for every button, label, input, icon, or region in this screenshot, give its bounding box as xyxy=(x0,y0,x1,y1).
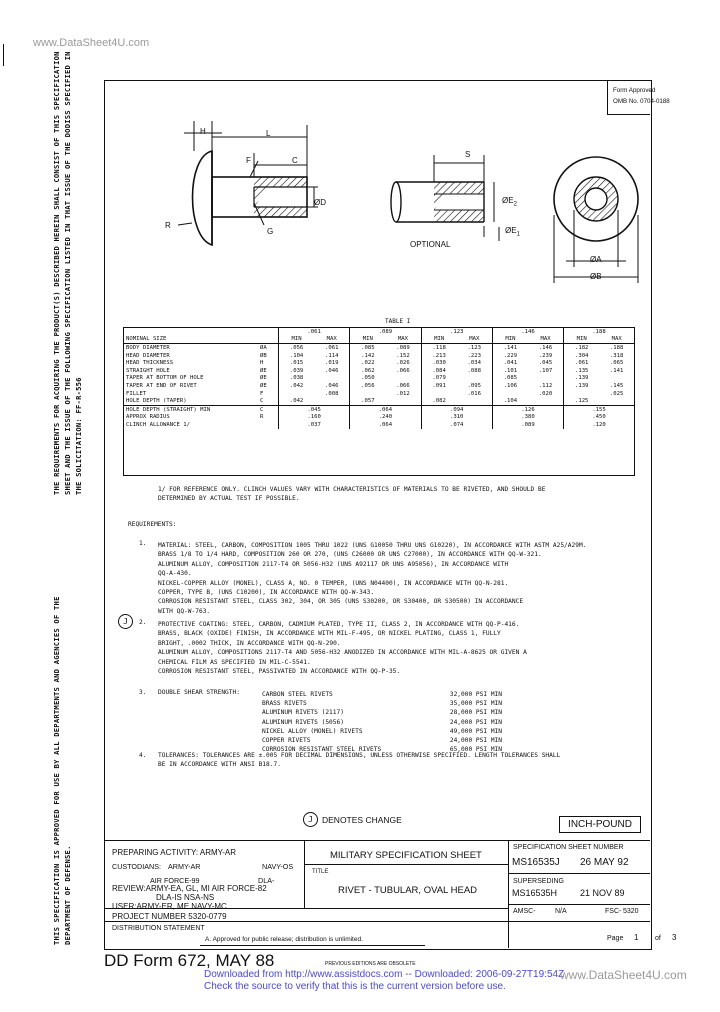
max-header: MAX xyxy=(540,336,551,343)
row-symbol: ØE xyxy=(260,382,267,389)
table-cell: .304 xyxy=(564,352,600,360)
table-cell: .123 xyxy=(467,344,482,351)
vertical-line-3: THE SOLICITATION: FF-R-556 xyxy=(74,377,83,495)
table-cell: .182 xyxy=(564,344,600,352)
table-cell xyxy=(314,375,350,383)
max-header: MAX xyxy=(611,336,622,343)
shear-item-value: 32,000 PSI MIN xyxy=(449,691,502,698)
size-col-2: .123 xyxy=(421,328,492,336)
table-row xyxy=(124,414,634,422)
table-cell: .089 xyxy=(396,344,410,351)
req3-list xyxy=(262,690,502,754)
table-cell: .085 xyxy=(492,375,528,383)
table-cell: .030 xyxy=(421,359,457,367)
table-title: TABLE I xyxy=(385,318,411,325)
row-symbol: ØE xyxy=(260,375,267,382)
req2-text xyxy=(158,620,527,676)
max-header: MAX xyxy=(469,336,480,343)
table-cell xyxy=(385,375,421,383)
row-name: HOLE DEPTH (STRAIGHT) MIN xyxy=(126,406,211,413)
table-cell: .450 xyxy=(564,414,634,422)
page-total: 3 xyxy=(672,933,677,942)
footer-download-line[interactable]: Downloaded from http://www.assistdocs.com -- Downloaded: 2006-09-27T19:54Z xyxy=(204,969,565,980)
shear-item-name: ALUMINUM RIVETS (2117) xyxy=(262,709,344,717)
row-symbol: R xyxy=(260,414,264,421)
req3-label: DOUBLE SHEAR STRENGTH: xyxy=(158,689,240,696)
table-cell: .065 xyxy=(609,360,624,367)
table-cell: .012 xyxy=(396,390,410,397)
shear-strength-item xyxy=(262,718,502,727)
table-cell: .095 xyxy=(467,382,482,389)
shear-item-name: CORROSION RESISTANT STEEL RIVETS xyxy=(262,746,382,754)
spec-number-label: SPECIFICATION SHEET NUMBER xyxy=(513,844,624,851)
text-line: CORROSION RESISTANT STEEL, PASSIVATED IN ACCORDANCE WITH QQ-P-35. xyxy=(158,668,401,676)
min-header: MIN xyxy=(492,336,528,344)
dd-form-note: PREVIOUS EDITIONS ARE OBSOLETE xyxy=(325,961,416,967)
text-line: MATERIAL: STEEL, CARBON, COMPOSITION 1005 THRU 1022 (UNS G10050 THRU UNS G10220), IN ACCORDANCE WITH ASTM A25/A29M. xyxy=(158,542,587,549)
label-G: G xyxy=(267,227,274,236)
row-symbol: ØE xyxy=(260,367,267,374)
title-block-right-line2 xyxy=(508,904,650,905)
spec-date: 26 MAY 92 xyxy=(580,857,629,868)
table-cell: .146 xyxy=(538,344,553,351)
table-row xyxy=(124,421,634,429)
shear-strength-item xyxy=(262,727,502,736)
table-cell: .046 xyxy=(324,367,339,374)
shear-strength-item xyxy=(262,736,502,745)
min-header: MIN xyxy=(279,336,315,344)
shear-item-name: CARBON STEEL RIVETS xyxy=(262,691,333,698)
table-cell: .037 xyxy=(279,421,350,429)
shear-item-value: 28,000 PSI MIN xyxy=(449,709,502,717)
denotes-change-mark: J xyxy=(303,812,318,827)
size-col-4: .188 xyxy=(564,328,634,336)
vertical-line-1: THE REQUIREMENTS FOR ACQUIRING THE PRODUCT(S) DESCRIBED HEREIN SHALL CONSIST OF THIS SPECIFICATION xyxy=(52,51,61,495)
table-row xyxy=(124,344,634,352)
table-cell: .056 xyxy=(350,382,386,390)
custodians-label: CUSTODIANS: xyxy=(112,862,161,871)
req3-number: 3. xyxy=(139,689,147,696)
shear-item-value: 49,000 PSI MIN xyxy=(449,727,502,735)
title-label: TITLE xyxy=(312,869,329,875)
denotes-change-text: DENOTES CHANGE xyxy=(322,815,402,825)
shear-item-name: BRASS RIVETS xyxy=(262,700,307,708)
table-cell: .079 xyxy=(421,375,457,383)
military-spec-sheet: MILITARY SPECIFICATION SHEET xyxy=(330,850,482,861)
amsc-label: AMSC- xyxy=(513,908,536,915)
table-row xyxy=(124,405,634,413)
table-cell: .107 xyxy=(538,367,553,374)
text-line: WITH QQ-W-763. xyxy=(158,607,211,615)
req4-number: 4. xyxy=(139,752,147,759)
table-cell xyxy=(457,397,493,405)
footnote-line2: DETERMINED BY ACTUAL TEST IF POSSIBLE. xyxy=(158,495,300,502)
min-header: MIN xyxy=(350,336,386,344)
title-block-top-line xyxy=(104,840,650,841)
dimension-table xyxy=(123,327,635,476)
table-cell: .038 xyxy=(279,375,315,383)
table-cell: .066 xyxy=(396,367,410,374)
table-row xyxy=(124,375,634,383)
table-cell xyxy=(314,397,350,405)
text-line: PROTECTIVE COATING: STEEL, CARBON, CADMIUM PLATED, TYPE II, CLASS 2, IN ACCORDANCE WITH QQ-P-416. xyxy=(158,621,520,628)
label-H: H xyxy=(200,127,206,136)
table-cell: .062 xyxy=(350,367,386,375)
text-line: NICKEL-COPPER ALLOY (MONEL), CLASS A, NO. 0 TEMPER, (UNS N04400), IN ACCORDANCE WITH QQ-N-281. xyxy=(158,579,509,587)
text-line: BRIGHT, .0002 THICK, IN ACCORDANCE WITH QQ-N-290. xyxy=(158,639,341,647)
row-name: BODY DIAMETER xyxy=(126,344,170,351)
table-cell: .126 xyxy=(492,405,563,413)
table-cell: .160 xyxy=(279,414,350,422)
table-cell xyxy=(421,390,457,398)
table-cell: .016 xyxy=(467,390,482,397)
fsc-value: 5320 xyxy=(623,908,639,915)
page-number: 1 xyxy=(634,933,639,942)
spec-number: MS16535J xyxy=(512,857,560,868)
title-block-divider2 xyxy=(508,840,509,948)
table-cell xyxy=(564,390,600,398)
min-header: MIN xyxy=(564,336,600,344)
rivet-head-shape xyxy=(193,151,213,245)
label-A: ØA xyxy=(590,255,602,264)
row-symbol: ØB xyxy=(260,352,267,359)
mil-spec-underline xyxy=(304,864,508,865)
table-cell: .064 xyxy=(350,421,421,429)
footer-check-source-line[interactable]: Check the source to verify that this is the current version before use. xyxy=(204,981,506,992)
table-cell: .056 xyxy=(279,344,315,352)
vertical-line-5: DEPARTMENT OF DEFENSE. xyxy=(63,845,72,945)
table-cell: .025 xyxy=(609,390,624,397)
form-approved-line1: Form Approved xyxy=(613,87,656,94)
table-row xyxy=(124,397,634,405)
table-cell: .145 xyxy=(609,382,624,389)
table-cell: .041 xyxy=(492,359,528,367)
table-cell: .064 xyxy=(350,405,421,413)
table-cell: .061 xyxy=(324,344,339,351)
text-line: BRASS 1/8 TO 1/4 HARD, COMPOSITION 260 OR 270, (UNS C26000 OR UNS C27000), IN ACCORDANCE WITH QQ-W-321. xyxy=(158,551,542,559)
distribution-underline xyxy=(200,945,425,946)
table-cell xyxy=(457,375,493,383)
table-cell: .318 xyxy=(609,352,624,359)
amsc-value: N/A xyxy=(555,908,567,915)
watermark-top: www.DataSheet4U.com xyxy=(33,37,150,49)
row-name: HEAD THICKNESS xyxy=(126,360,174,367)
size-col-1: .089 xyxy=(350,328,421,336)
row-symbol xyxy=(258,421,279,429)
table-size-row xyxy=(124,328,634,336)
table-cell: .045 xyxy=(538,360,553,367)
table-cell: .114 xyxy=(324,352,339,359)
row-symbol: C xyxy=(260,406,264,413)
distribution-text: A. Approved for public release; distribution is unlimited. xyxy=(205,936,363,943)
table-cell: .188 xyxy=(609,344,624,351)
table-cell xyxy=(350,390,386,398)
table-cell: .061 xyxy=(564,359,600,367)
table-cell xyxy=(492,390,528,398)
row-symbol: C xyxy=(260,398,264,405)
table-cell: .239 xyxy=(538,352,553,359)
table-cell: .084 xyxy=(421,367,457,375)
title-block-right-line xyxy=(508,873,650,874)
table-cell: .088 xyxy=(467,367,482,374)
row-name: TAPER AT BOTTOM OF HOLE xyxy=(126,375,204,382)
row-name: APPROX RADIUS xyxy=(126,414,170,421)
row-name: CLINCH ALLOWANCE 1/ xyxy=(126,421,190,428)
table-cell: .104 xyxy=(492,397,528,405)
table-cell: .046 xyxy=(324,382,339,389)
table-cell: .042 xyxy=(279,397,315,405)
row-symbol: ØA xyxy=(260,344,267,351)
table-cell: .042 xyxy=(279,382,315,390)
table-cell: .085 xyxy=(350,344,386,352)
size-col-3: .146 xyxy=(492,328,563,336)
table-row xyxy=(124,382,634,390)
req4-line1: TOLERANCES: TOLERANCES ARE ±.005 FOR DECIMAL DIMENSIONS, UNLESS OTHERWISE SPECIFIED. LENGTH TOLERANCES SHALL xyxy=(158,752,561,759)
max-header: MAX xyxy=(397,336,409,343)
user-list: USER:ARMY-ER, ME NAVY-MC xyxy=(112,902,227,911)
row-name: TAPER AT END OF RIVET xyxy=(126,382,197,389)
row-symbol: H xyxy=(260,360,264,367)
req1-number: 1. xyxy=(139,540,147,547)
table-cell: .050 xyxy=(350,375,386,383)
text-line: ALUMINUM ALLOY, COMPOSITIONS 2117-T4 AND 5056-H32 ANODIZED IN ACCORDANCE WITH MIL-A-8625 OR GIVEN A xyxy=(158,649,527,657)
page-label: Page xyxy=(607,935,624,942)
title-block-divider1 xyxy=(304,840,305,908)
table-cell: .082 xyxy=(421,397,457,405)
table-cell: .112 xyxy=(538,382,553,389)
min-header: MIN xyxy=(421,336,457,344)
review-2: DLA-IS NSA-NS xyxy=(156,893,215,902)
table-cell: .229 xyxy=(492,352,528,360)
table-cell xyxy=(599,375,634,383)
table-cell: .057 xyxy=(350,397,386,405)
table-cell: .034 xyxy=(467,360,482,367)
vertical-line-2: SHEET AND THE ISSUE OF THE FOLLOWING SPECIFICATION LISTED IN THAT ISSUE OF THE DODISS SPECIFIED IN xyxy=(63,51,72,495)
label-R: R xyxy=(165,221,171,230)
table-cell: .139 xyxy=(564,375,600,383)
max-header: MAX xyxy=(326,336,337,343)
table-cell xyxy=(528,397,564,405)
dla-top: DLA- xyxy=(258,876,275,885)
table-cell xyxy=(599,397,634,405)
nominal-size-label: NOMINAL SIZE xyxy=(126,336,167,343)
rivet-drawing xyxy=(104,115,650,295)
row-symbol: F xyxy=(260,390,264,397)
table-header-row xyxy=(124,336,634,344)
table-cell: .240 xyxy=(350,414,421,422)
shear-item-name: NICKEL ALLOY (MONEL) RIVETS xyxy=(262,727,363,735)
label-L: L xyxy=(266,129,271,138)
dd-form-label: DD Form 672, MAY 88 xyxy=(104,951,275,970)
table-cell: .015 xyxy=(279,359,315,367)
label-B: ØB xyxy=(590,272,602,281)
table-cell: .089 xyxy=(492,421,563,429)
text-line: ALUMINUM ALLOY, COMPOSITION 2117-T4 OR 5056-H32 (UNS A92117 OR UNS A95056), IN ACCORDANCE WITH xyxy=(158,560,509,568)
table-cell: .020 xyxy=(538,390,553,397)
superseding-date: 21 NOV 89 xyxy=(580,888,625,898)
shear-strength-item xyxy=(262,699,502,708)
review: REVIEW:ARMY-EA, GL, MI AIR FORCE-82 xyxy=(112,884,267,893)
shear-strength-item xyxy=(262,708,502,717)
table-cell: .125 xyxy=(564,397,600,405)
shear-item-name: COPPER RIVETS xyxy=(262,737,311,745)
table-cell: .118 xyxy=(421,344,457,352)
table-cell: .142 xyxy=(350,352,386,360)
table-cell: .026 xyxy=(396,360,410,367)
watermark-bottom-right: www.DataSheet4U.com xyxy=(560,968,687,982)
label-S: S xyxy=(465,150,471,159)
table-cell: .141 xyxy=(609,367,624,374)
change-mark-req2: J xyxy=(118,614,133,629)
label-D: ØD xyxy=(314,198,326,207)
text-line: BRASS, BLACK (OXIDE) FINISH, IN ACCORDANCE WITH MIL-F-495, OR NICKEL PLATING, CLASS 1, FULLY xyxy=(158,630,501,638)
table-row xyxy=(124,352,634,360)
table-cell: .135 xyxy=(564,367,600,375)
table-cell: .019 xyxy=(324,360,339,367)
superseding-number: MS16535H xyxy=(512,888,558,898)
table-cell: .094 xyxy=(421,405,492,413)
table-row xyxy=(124,359,634,367)
req2-number: 2. xyxy=(139,619,147,626)
label-E2: $ØE_2$ xyxy=(502,196,517,208)
table-cell: .008 xyxy=(324,390,339,397)
shear-item-value: 24,000 PSI MIN xyxy=(449,737,502,745)
text-line: QQ-A-430. xyxy=(158,570,192,578)
air-force: AIR FORCE-99 xyxy=(150,876,200,885)
table-cell: .104 xyxy=(279,352,315,360)
fsc-label: FSC- xyxy=(605,908,622,915)
table-cell: .141 xyxy=(492,344,528,352)
table-cell xyxy=(279,390,315,398)
custodians-navy: NAVY-OS xyxy=(262,862,294,871)
size-col-0: .061 xyxy=(279,328,350,336)
table-cell xyxy=(528,375,564,383)
table-cell xyxy=(385,397,421,405)
custodians-army: ARMY-AR xyxy=(168,862,201,871)
table-cell: .066 xyxy=(396,382,410,389)
shear-strength-item xyxy=(262,690,502,699)
footnote-line1: 1/ FOR REFERENCE ONLY. CLINCH VALUES VARY WITH CHARACTERISTICS OF MATERIALS TO BE RIVETED, AND SHOULD BE xyxy=(158,486,546,493)
table-cell: .101 xyxy=(492,367,528,375)
inch-pound-badge: INCH-POUND xyxy=(559,816,641,833)
label-E1: $ØE_1$ xyxy=(505,226,520,238)
table-cell: .155 xyxy=(564,405,634,413)
requirements-label: REQUIREMENTS: xyxy=(128,521,177,528)
req1-text xyxy=(158,541,586,616)
row-name: HEAD DIAMETER xyxy=(126,352,170,359)
row-name: HOLE DEPTH (TAPER) xyxy=(126,398,187,405)
table-cell: .310 xyxy=(421,414,492,422)
shear-item-value: 24,000 PSI MIN xyxy=(449,718,502,726)
req4-line2: BE IN ACCORDANCE WITH ANSI B18.7. xyxy=(158,761,281,768)
table-cell: .213 xyxy=(421,352,457,360)
row-name: STRAIGHT HOLE xyxy=(126,367,170,374)
shear-item-value: 35,000 PSI MIN xyxy=(449,700,502,708)
shear-item-value: 65,000 PSI MIN xyxy=(449,746,502,754)
vertical-line-4: THIS SPECIFICATION IS APPROVED FOR USE BY ALL DEPARTMENTS AND AGENCIES OF THE xyxy=(52,596,61,945)
margin-tick xyxy=(3,44,4,66)
distribution-label: DISTRIBUTION STATEMENT xyxy=(112,925,205,932)
table-cell: .139 xyxy=(564,382,600,390)
label-optional: OPTIONAL xyxy=(410,240,451,249)
table-row xyxy=(124,367,634,375)
table-cell: .106 xyxy=(492,382,528,390)
table-cell: .152 xyxy=(396,352,410,359)
label-C: C xyxy=(292,156,298,165)
table-cell: .091 xyxy=(421,382,457,390)
title-block-line3 xyxy=(104,921,650,922)
table-cell: .223 xyxy=(467,352,482,359)
page-of: of xyxy=(655,935,661,942)
document-title: RIVET - TUBULAR, OVAL HEAD xyxy=(338,885,478,896)
table-cell: .022 xyxy=(350,359,386,367)
table-cell: .120 xyxy=(564,421,634,429)
text-line: CORROSION RESISTANT STEEL, CLASS 302, 304, OR 305 (UNS S30200, OR S30400, OR S30500) IN ACCORDANCE xyxy=(158,598,524,606)
table-cell: .039 xyxy=(279,367,315,375)
table-cell: .074 xyxy=(421,421,492,429)
project-number: PROJECT NUMBER 5320-0779 xyxy=(112,912,227,921)
superseding-label: SUPERSEDING xyxy=(513,878,564,885)
text-line: CHEMICAL FILM AS SPECIFIED IN MIL-C-5541. xyxy=(158,658,311,666)
preparing-activity: PREPARING ACTIVITY: ARMY-AR xyxy=(112,848,237,857)
table-cell: .045 xyxy=(279,405,350,413)
shear-item-name: ALUMINUM RIVETS (5056) xyxy=(262,718,344,726)
table-cell: .380 xyxy=(492,414,563,422)
form-approved-line2: OMB No. 0704-0188 xyxy=(613,98,670,105)
row-name: FILLET xyxy=(126,390,147,397)
label-F: F xyxy=(246,156,251,165)
text-line: COPPER, TYPE B, (UNS C10200), IN ACCORDANCE WITH QQ-W-343. xyxy=(158,589,375,597)
table-row xyxy=(124,390,634,398)
